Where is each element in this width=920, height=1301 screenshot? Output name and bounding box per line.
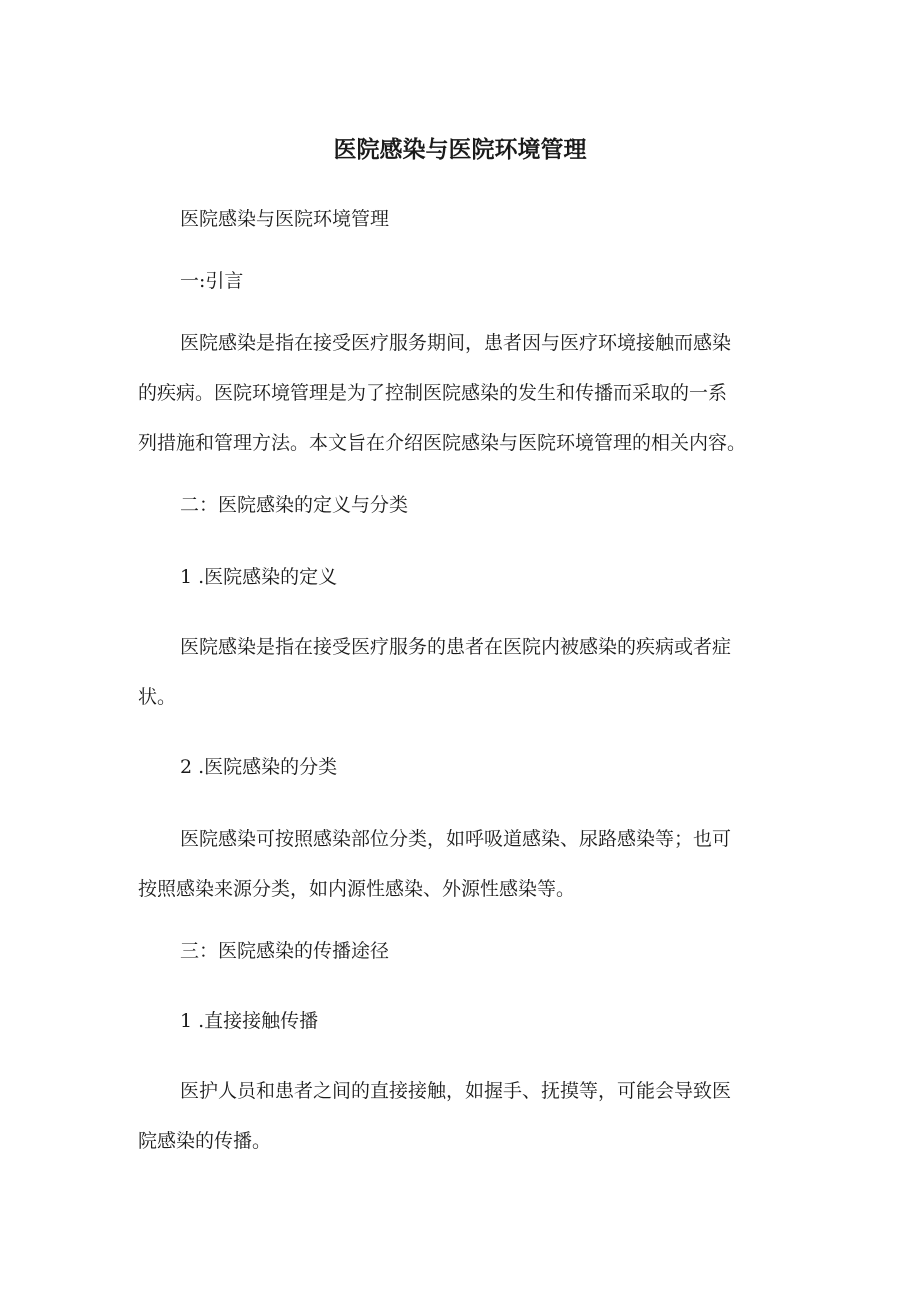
section3-sub1-paragraph-line1: 医护人员和患者之间的直接接触，如握手、抚摸等，可能会导致医 [180,1080,732,1102]
section2-sub1-paragraph-line1: 医院感染是指在接受医疗服务的患者在医院内被感染的疾病或者症 [180,636,732,658]
section3-heading: 三：医院感染的传播途径 [180,940,390,962]
section3-sub1-heading: 1 .直接接触传播 [180,1010,319,1032]
section2-sub1-paragraph-line2: 状。 [138,686,177,708]
section1-heading: 一:引言 [180,270,244,292]
section2-sub2-paragraph-line2: 按照感染来源分类，如内源性感染、外源性感染等。 [138,878,576,900]
section3-sub1-paragraph-line2: 院感染的传播。 [138,1130,272,1152]
section1-paragraph-line3: 列措施和管理方法。本文旨在介绍医院感染与医院环境管理的相关内容。 [138,432,747,454]
section1-paragraph-line1: 医院感染是指在接受医疗服务期间，患者因与医疗环境接触而感染 [180,332,732,354]
section1-paragraph-line2: 的疾病。医院环境管理是为了控制医院感染的发生和传播而采取的一系 [138,382,728,404]
section2-sub2-heading: 2 .医院感染的分类 [180,756,338,778]
document-title: 医院感染与医院环境管理 [333,137,587,163]
section2-sub2-paragraph-line1: 医院感染可按照感染部位分类，如呼吸道感染、尿路感染等；也可 [180,828,732,850]
section2-heading: 二：医院感染的定义与分类 [180,494,409,516]
section2-sub1-heading: 1 .医院感染的定义 [180,566,338,588]
document-subtitle: 医院感染与医院环境管理 [180,208,390,230]
